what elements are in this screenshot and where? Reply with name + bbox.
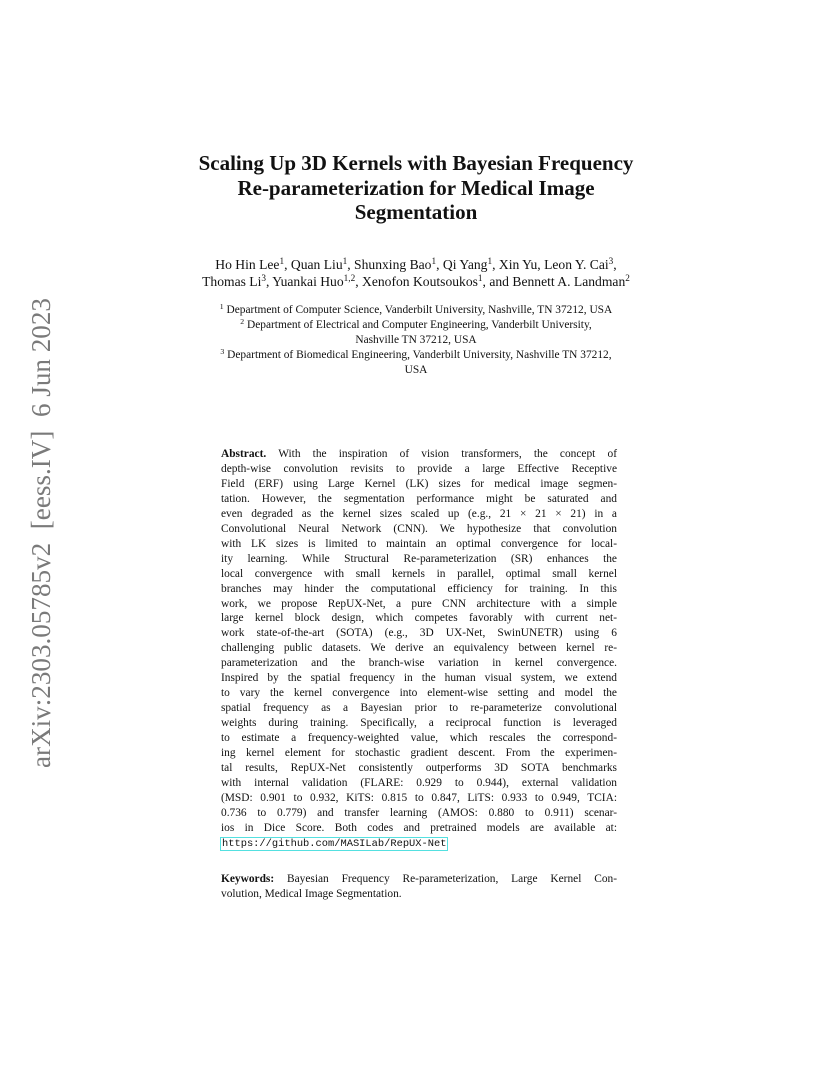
author-affiliation-mark: 1 [477, 272, 483, 283]
code-repository-link[interactable]: https://github.com/MASILab/RepUX-Net [222, 837, 447, 850]
abstract-line: with internal validation (FLARE: 0.929 to 0.944), external validation [221, 776, 617, 789]
abstract-line: tation. However, the segmentation performance might be saturated and [221, 492, 617, 505]
keywords-label: Keywords: [221, 873, 275, 885]
abstract-line: work, we propose RepUX-Net, a pure CNN architecture with a simple [221, 597, 617, 610]
author-name: Quan Liu [290, 257, 343, 272]
affiliation-text: Department of Electrical and Computer Engineering, Vanderbilt University, [246, 319, 592, 331]
affiliation-list [150, 303, 682, 378]
abstract-line: to vary the kernel convergence into element-wise setting and model the [221, 687, 617, 700]
author-list [140, 256, 692, 290]
affiliation-line [150, 333, 682, 348]
abstract-line: depth-wise convolution revisits to provide a large Effective Receptive [221, 462, 617, 475]
abstract-line [221, 447, 617, 462]
author-affiliation-mark: 1,2 [343, 272, 356, 283]
affiliation-number: 1 [219, 301, 224, 311]
abstract-line [221, 836, 617, 852]
author-line: Ho Hin Lee$^1$, Quan Liu$^1$, Shunxing Bao$^1$, Qi Yang$^1$, Xin Yu, Leon Y. Cai$^3$, [215, 255, 617, 272]
abstract-line: with LK sizes is limited to maintain an optimal convergence for local- [221, 537, 617, 550]
author-name: Qi Yang [442, 257, 488, 272]
author-affiliation-mark: 1 [342, 255, 348, 266]
author-name: Xin Yu [498, 257, 538, 272]
abstract-line: ity learning. While Structural Re-parameterization (SR) enhances the [221, 552, 617, 565]
affiliation-text: USA [404, 364, 428, 376]
affiliation-line [150, 348, 682, 363]
title-line: Scaling Up 3D Kernels with Bayesian Frequency [198, 151, 634, 175]
abstract-line: even degraded as the kernel sizes scaled up (e.g., 21 × 21 × 21) in a [221, 507, 617, 520]
author-affiliation-mark: 1 [487, 255, 493, 266]
keywords-line: volution, Medical Image Segmentation. [221, 888, 402, 900]
affiliation-number: 2 [240, 316, 245, 326]
author-affiliation-mark: 1 [431, 255, 437, 266]
author-name: Ho Hin Lee [215, 257, 280, 272]
affiliation-line [150, 318, 682, 333]
abstract-line: Inspired by the spatial frequency in the human visual system, we extend [221, 672, 617, 685]
author-name: Shunxing Bao [354, 257, 432, 272]
abstract-line: ing kernel element for stochastic gradient descent. From the experimen- [221, 747, 617, 760]
author-name: Bennett A. Landman [512, 274, 626, 289]
abstract-line: weights during training. Specifically, a reciprocal function is leveraged [221, 717, 617, 730]
author-line: Thomas Li$^3$, Yuankai Huo$^{1,2}$, Xenofon Koutsoukos$^1$, and Bennett A. Landman$^2$ [202, 272, 630, 289]
affiliation-number: 3 [220, 346, 225, 356]
affiliation-text: Department of Computer Science, Vanderbilt University, Nashville, TN 37212, USA [226, 304, 613, 316]
paper-title [140, 151, 692, 225]
arxiv-identifier: arXiv:2303.05785v2 [eess.IV] 6 Jun 2023 [26, 300, 56, 768]
affiliation-line [150, 303, 682, 318]
abstract-line: local convergence with small kernels in parallel, optimal small kernel [221, 567, 617, 580]
author-affiliation-mark: 1 [279, 255, 285, 266]
abstract-label: Abstract. [221, 448, 267, 460]
author-name: Leon Y. Cai [544, 257, 609, 272]
abstract-line: tal results, RepUX-Net consistently outperforms 3D SOTA benchmarks [221, 762, 617, 775]
keywords-line [221, 872, 617, 887]
abstract-line: Convolutional Neural Network (CNN). We hypothesize that convolution [221, 522, 617, 535]
abstract-line: parameterization and the branch-wise variation in kernel convergence. [221, 657, 617, 670]
abstract-line: spatial frequency as a Bayesian prior to re-parameterize convolutional [221, 702, 617, 715]
author-affiliation-mark: 2 [625, 272, 630, 283]
abstract-line: ios in Dice Score. Both codes and pretrained models are available at: [221, 821, 617, 834]
author-affiliation-mark: 3 [261, 272, 266, 283]
abstract-line: to estimate a frequency-weighted value, which rescales the correspond- [221, 732, 617, 745]
abstract-line: work state-of-the-art (SOTA) (e.g., 3D UX-Net, SwinUNETR) using 6 [221, 627, 617, 640]
affiliation-text: Nashville TN 37212, USA [355, 334, 477, 346]
abstract-line: Field (ERF) using Large Kernel (LK) sizes for medical image segmen- [221, 477, 617, 490]
author-name: Xenofon Koutsoukos [362, 274, 478, 289]
keywords-block [221, 872, 617, 902]
abstract-line: 0.736 to 0.779) and transfer learning (AMOS: 0.880 to 0.911) scenar- [221, 806, 617, 819]
affiliation-text: Department of Biomedical Engineering, Vanderbilt University, Nashville TN 37212, [227, 349, 612, 361]
abstract-line: branches may hinder the computational efficiency for training. In this [221, 582, 617, 595]
author-name: Yuankai Huo [272, 274, 344, 289]
title-line: Re-parameterization for Medical Image [237, 175, 595, 200]
abstract-block [221, 447, 617, 852]
abstract-line: (MSD: 0.901 to 0.932, KiTS: 0.815 to 0.847, LiTS: 0.933 to 0.949, TCIA: [221, 791, 617, 804]
affiliation-line [150, 363, 682, 378]
title-line: Segmentation [354, 200, 478, 224]
arxiv-identifier-stamp [12, 298, 62, 768]
author-name: Thomas Li [202, 274, 262, 289]
abstract-line: challenging public datasets. We derive an equivalency between kernel re- [221, 642, 617, 655]
keywords-text: Bayesian Frequency Re-parameterization, Large Kernel Con- [274, 873, 617, 885]
abstract-line: large kernel block design, which competes favorably with current net- [221, 612, 617, 625]
author-affiliation-mark: 3 [608, 255, 614, 266]
abstract-text: With the inspiration of vision transformers, the concept of [266, 448, 617, 460]
